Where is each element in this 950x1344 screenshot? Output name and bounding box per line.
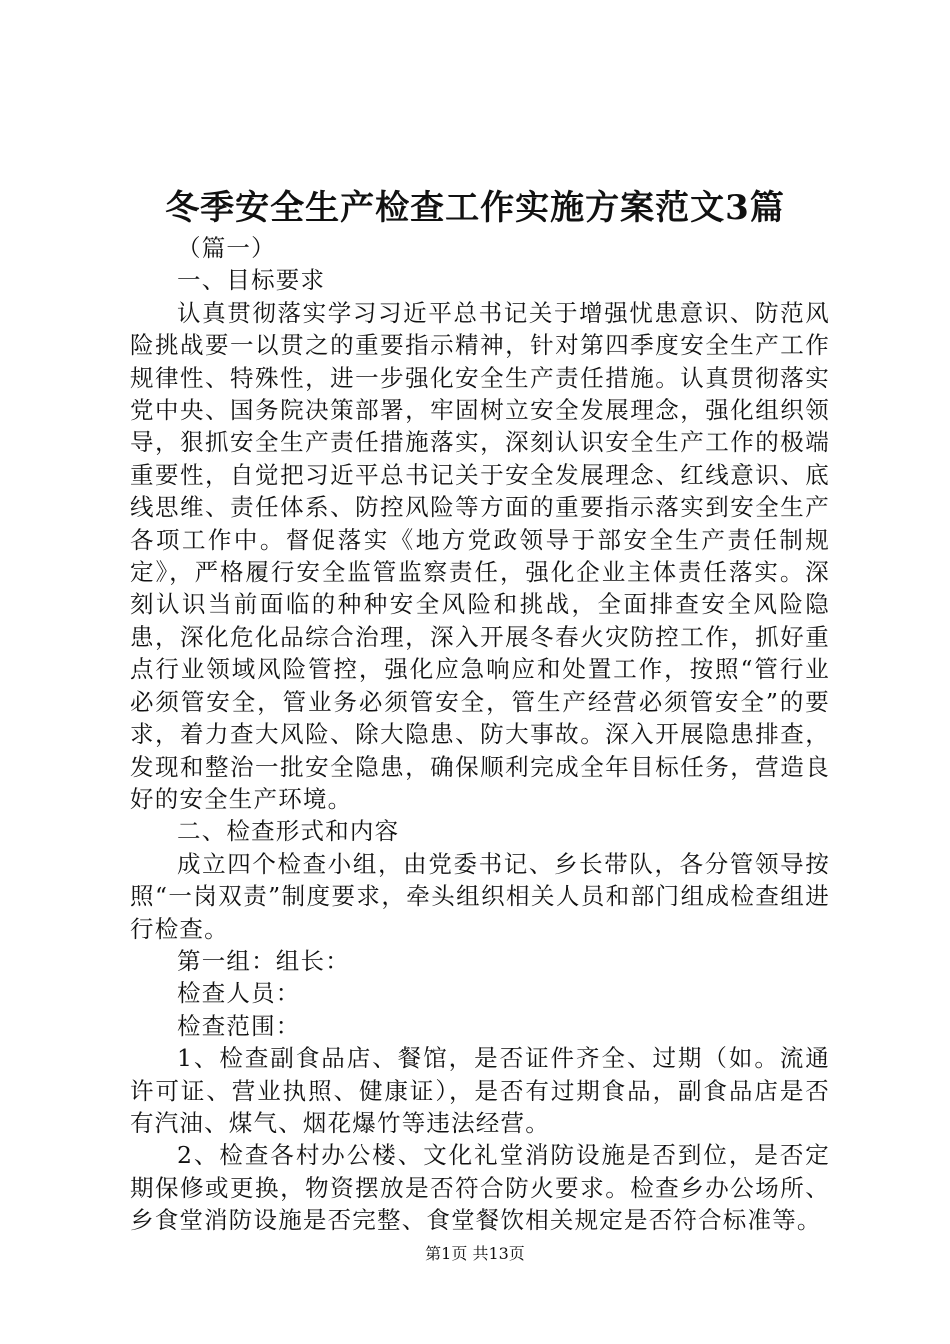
inspection-personnel: 检查人员： [177, 979, 301, 1008]
inspection-scope: 检查范围： [177, 1011, 301, 1040]
paragraph-goals: 认真贯彻落实学习习近平总书记关于增强忧患意识、防范风险挑战要一以贯之的重要指示精神，针对第四季度安全生产工作规律性、特殊性，进一步强化安全生产责任措施。认真贯彻落实党中央、国务院决策部署，牢固树立安全发展理念，强化组织领导，狠抓安全生产责任措施落实，深刻认识安全生产工作的极端重要性，自觉把习近平总书记关于安全发展理念、红线意识、底线思维、责任体系、防控风险等方面的重要指示落实到安全生产各项工作中。督促落实《地方党政领导于部安全生产责任制规定》，严格履行安全监管监察责任，强化企业主体责任落实。深刻认识当前面临的种种安全风险和挑战，全面排查安全风险隐患，深化危化品综合治理，深入开展冬春火灾防控工作，抓好重点行业领域风险管控，强化应急响应和处置工作，按照“管行业必须管安全，管业务必须管安全，管生产经营必须管安全”的要求，着力查大风险、除大隐患、防大事故。深入开展隐患排查，发现和整治一批安全隐患，确保顺利完成全年目标任务，营造良好的安全生产环境。 [130, 298, 830, 813]
heading-inspection-form: 二、检查形式和内容 [177, 817, 400, 846]
paragraph-inspection-groups: 成立四个检查小组，由党委书记、乡长带队，各分管领导按照“一岗双责”制度要求，牵头组织相关人员和部门组成检查组进行检查。 [130, 849, 830, 943]
page-number: 第1页 共13页 [425, 1244, 525, 1263]
document-body [130, 232, 830, 1237]
scope-item-2: 2、检查各村办公楼、文化礼堂消防设施是否到位，是否定期保修或更换，物资摆放是否符合防火要求。检查乡办公场所、乡食堂消防设施是否完整、食堂餐饮相关规定是否符合标准等。 [130, 1141, 830, 1235]
group-one-leader: 第一组：组长： [177, 946, 350, 975]
heading-goals: 一、目标要求 [177, 266, 326, 295]
section-label-part-one: （篇一） [177, 234, 276, 262]
scope-item-1: 1、检查副食品店、餐馆，是否证件齐全、过期（如。流通许可证、营业执照、健康证），是否有过期食品，副食品店是否有汽油、煤气、烟花爆竹等违法经营。 [130, 1044, 830, 1137]
document-title: 冬季安全生产检查工作实施方案范文3篇 [165, 188, 785, 228]
